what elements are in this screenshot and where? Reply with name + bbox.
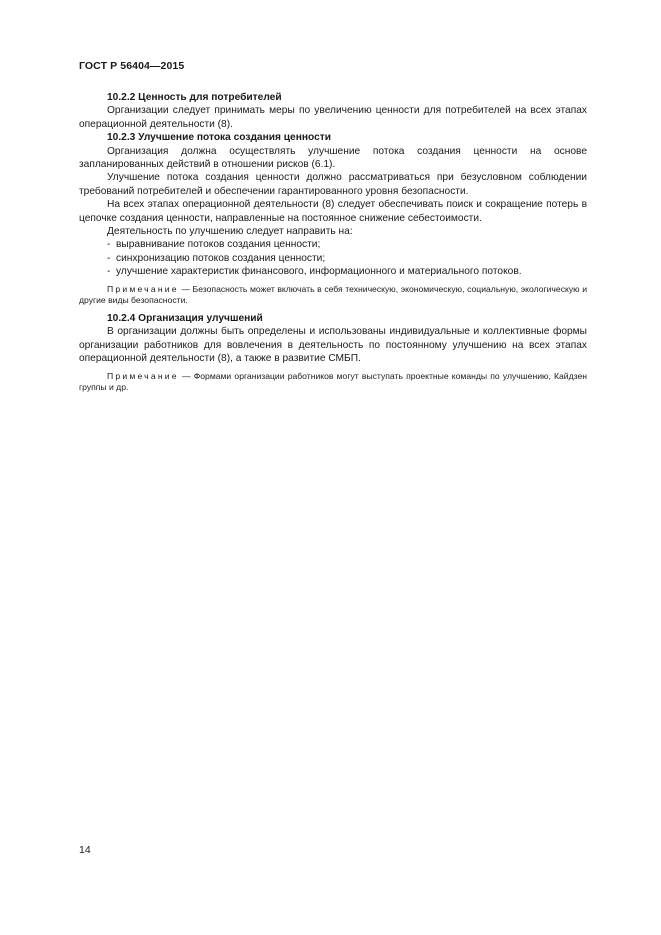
document-body [79,91,587,394]
section-heading-10-2-4: 10.2.4 Организация улучшений [107,312,263,324]
list-item-text: выравнивание потоков создания ценности; [116,239,321,251]
list-item-text: улучшение характеристик финансового, информационного и материального потоков. [116,266,522,278]
page-number: 14 [79,844,91,856]
list-marker: - [107,239,111,251]
note-text: — Безопасность может включать в себя техническую, экономическую, социальную, экологическую и другие виды безопасности. [79,283,587,306]
list-item [79,252,587,265]
paragraph: На всех этапах операционной деятельности (8) следует обеспечивать поиск и сокращение потерь в цепочке создания ценности, направленные на постоянное снижение себестоимости. [79,199,587,224]
list-item-text: синхронизацию потоков создания ценности; [116,252,326,264]
note [79,371,587,394]
list-item [79,238,587,251]
note-text: — Формами организации работников могут выступать проектные команды по улучшению, Кайдзен группы и др. [79,370,587,393]
improvement-list [79,238,587,278]
note-label: Примечание [107,283,179,294]
note [79,284,587,307]
list-marker: - [107,252,111,264]
section-heading-10-2-2: 10.2.2 Ценность для потребителей [107,92,282,103]
paragraph: Улучшение потока создания ценности должно рассматриваться при безусловном соблюдении требований потребителей и обеспечении гарантированного уровня безопасности. [79,172,587,197]
list-item [79,265,587,278]
paragraph: В организации должны быть определены и использованы индивидуальные и коллективные формы организации работников для вовлечения в деятельность по постоянному улучшению на всех этапах операционной деятельности (8), а также в развитие СМБП. [79,326,587,365]
document-header: ГОСТ Р 56404—2015 [79,60,185,72]
paragraph: Организации следует принимать меры по увеличению ценности для потребителей на всех этапах операционной деятельности (8). [79,105,587,130]
paragraph: Деятельность по улучшению следует направить на: [107,226,353,238]
list-marker: - [107,266,111,278]
paragraph: Организация должна осуществлять улучшение потока создания ценности на основе запланированных действий в отношении рисков (6.1). [79,145,587,171]
note-label: Примечание [107,370,179,381]
section-heading-10-2-3: 10.2.3 Улучшение потока создания ценности [107,132,332,144]
